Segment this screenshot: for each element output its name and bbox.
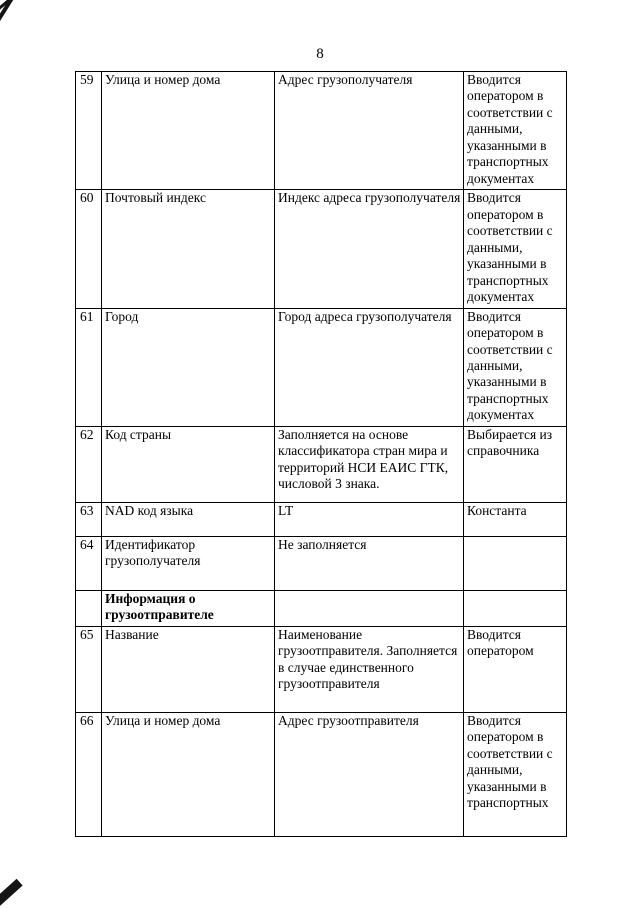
field-description: Адрес грузополучателя [275, 72, 464, 190]
row-number: 66 [76, 712, 102, 836]
section-header-row [76, 590, 567, 626]
table-row [76, 190, 567, 308]
fields-table-body [76, 72, 567, 837]
fill-method: Выбирается из справочника [464, 426, 567, 502]
field-name: Улица и номер дома [102, 72, 275, 190]
table-row [76, 712, 567, 836]
row-number [76, 590, 102, 626]
table-row [76, 502, 567, 536]
field-name: Улица и номер дома [102, 712, 275, 836]
row-number: 61 [76, 308, 102, 426]
field-name: Информация о грузоотправителе [102, 590, 275, 626]
field-name: Почтовый индекс [102, 190, 275, 308]
field-name: Город [102, 308, 275, 426]
field-description: LT [275, 502, 464, 536]
fields-table [75, 71, 567, 837]
page-number: 8 [316, 46, 324, 62]
fill-method: Вводится оператором в соответствии с данными, указанными в транспортных документах [464, 308, 567, 426]
row-number: 60 [76, 190, 102, 308]
row-number: 63 [76, 502, 102, 536]
fill-method [464, 590, 567, 626]
fill-method [464, 536, 567, 590]
row-number: 62 [76, 426, 102, 502]
fill-method: Вводится оператором [464, 626, 567, 712]
field-description: Заполняется на основе классификатора стран мира и территорий НСИ ЕАИС ГТК, числовой 3 знака. [275, 426, 464, 502]
field-description: Адрес грузоотправителя [275, 712, 464, 836]
table-row [76, 626, 567, 712]
field-description: Город адреса грузополучателя [275, 308, 464, 426]
table-row [76, 308, 567, 426]
field-name: NAD код языка [102, 502, 275, 536]
field-name: Код страны [102, 426, 275, 502]
row-number: 65 [76, 626, 102, 712]
field-name: Название [102, 626, 275, 712]
field-description [275, 590, 464, 626]
row-number: 59 [76, 72, 102, 190]
fill-method: Вводится оператором в соответствии с данными, указанными в транспортных [464, 712, 567, 836]
field-description: Наименование грузоотправителя. Заполняется в случае единственного грузоотправителя [275, 626, 464, 712]
scan-artifact-bottom-left [0, 879, 23, 908]
fill-method: Вводится оператором в соответствии с данными, указанными в транспортных документах [464, 190, 567, 308]
field-description: Не заполняется [275, 536, 464, 590]
field-description: Индекс адреса грузополучателя [275, 190, 464, 308]
field-name: Идентификатор грузополучателя [102, 536, 275, 590]
row-number: 64 [76, 536, 102, 590]
table-row [76, 426, 567, 502]
table-row [76, 72, 567, 190]
fill-method: Константа [464, 502, 567, 536]
fill-method: Вводится оператором в соответствии с данными, указанными в транспортных документах [464, 72, 567, 190]
table-row [76, 536, 567, 590]
